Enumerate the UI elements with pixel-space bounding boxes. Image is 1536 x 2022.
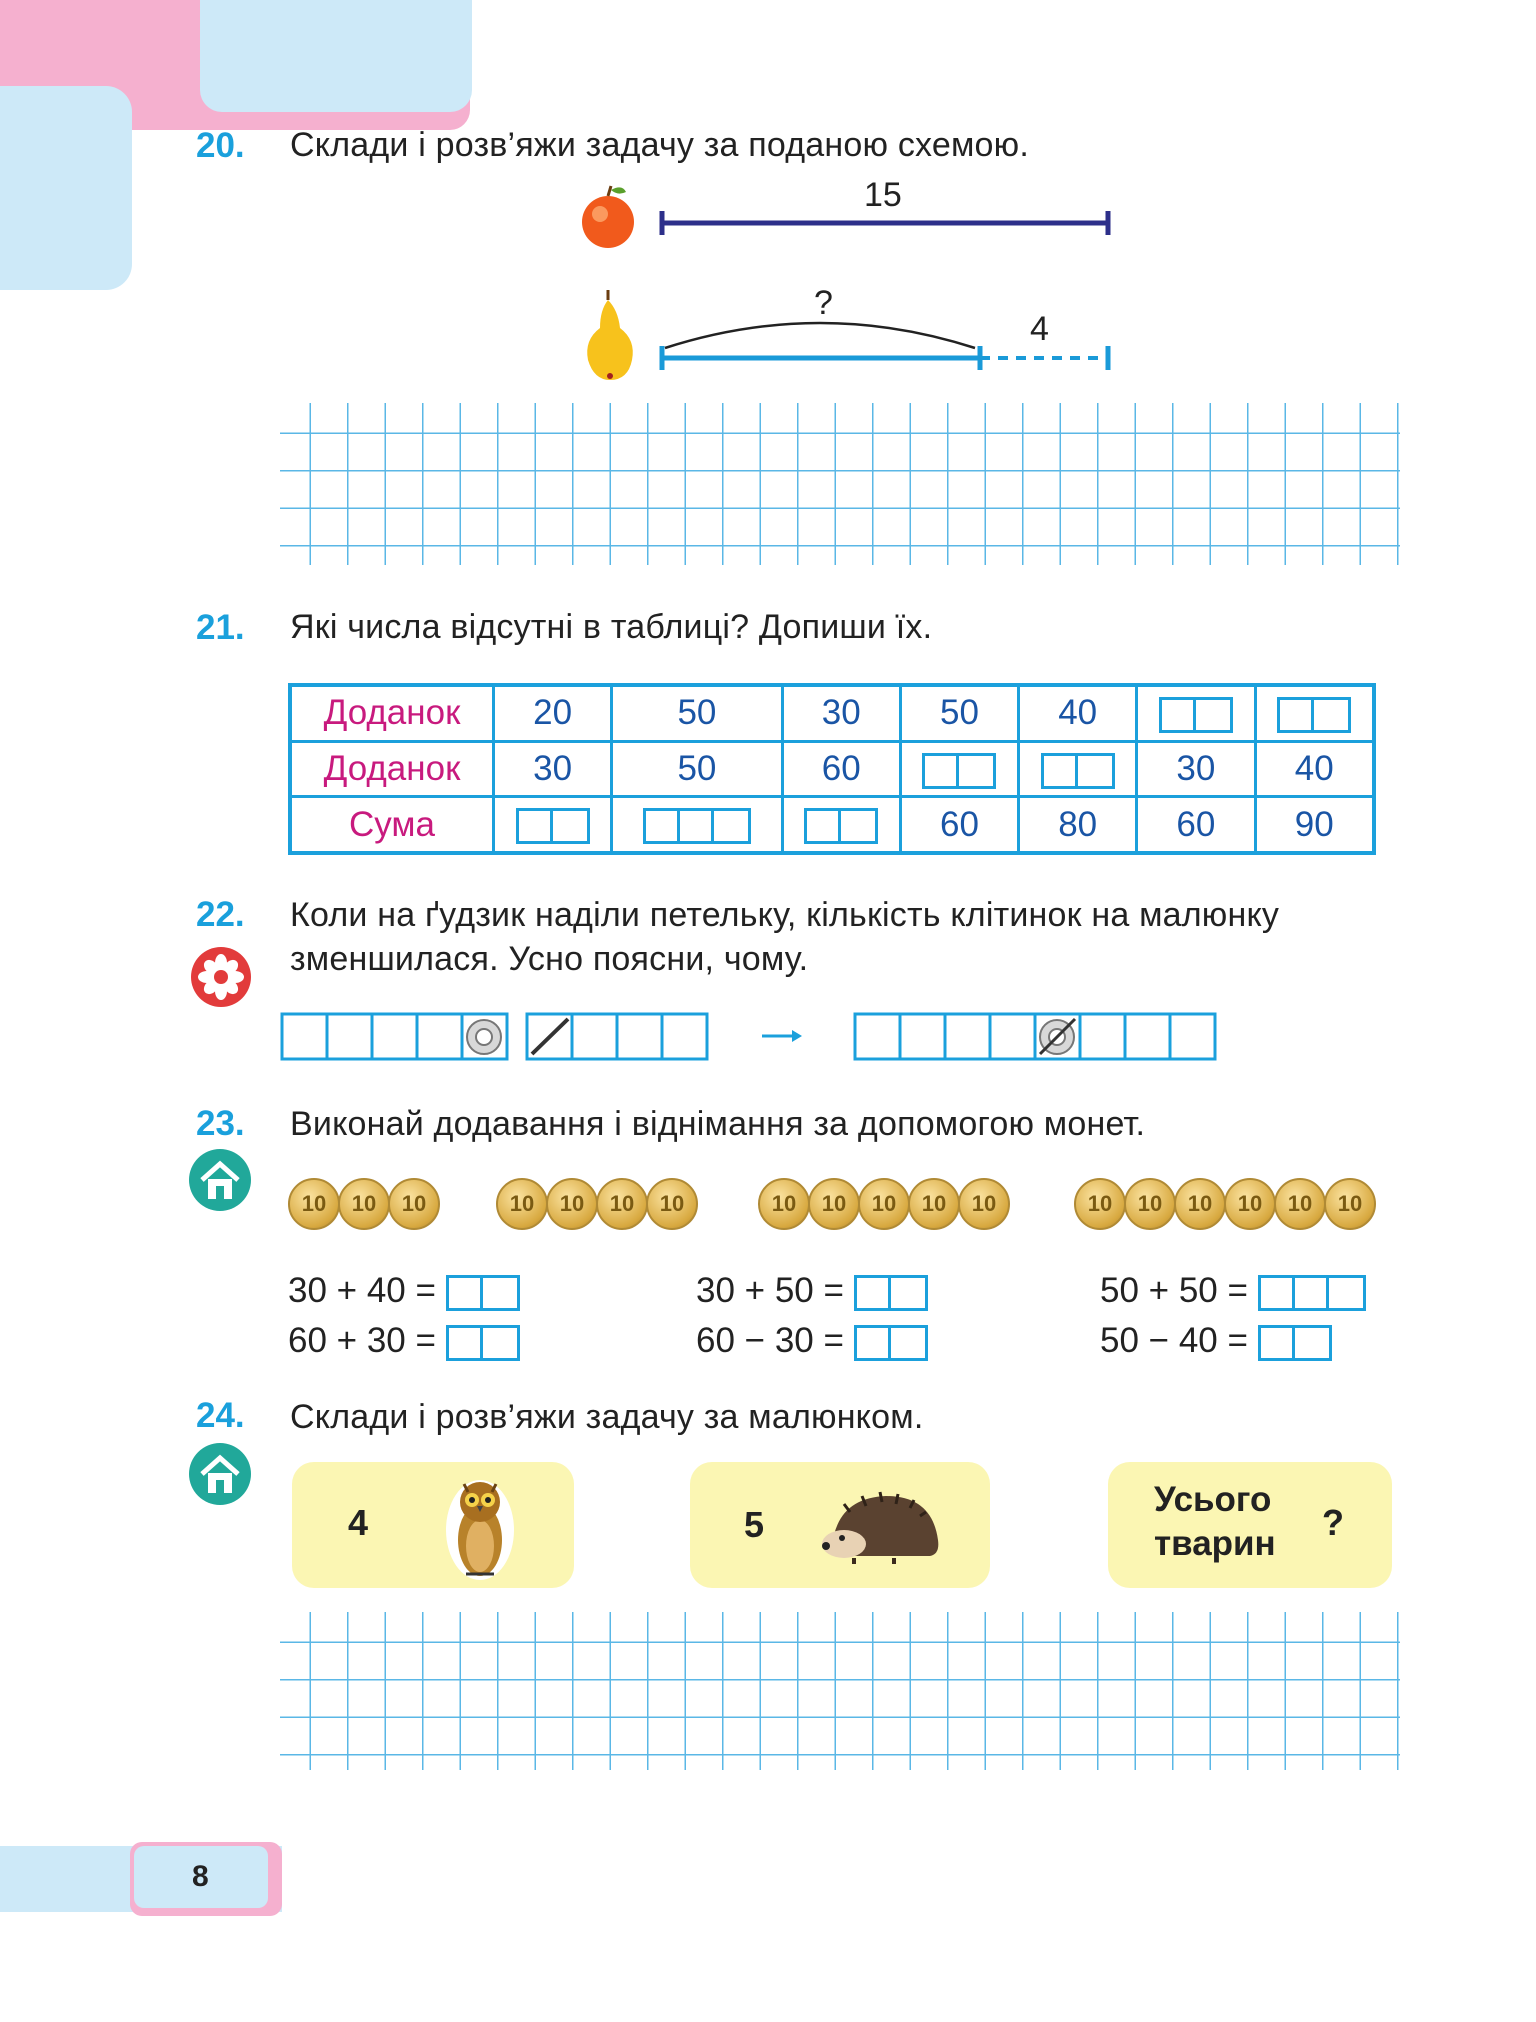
equation-text: 60 − 30 = <box>696 1321 844 1360</box>
table-cell: 50 <box>612 741 782 797</box>
table-cell: 30 <box>1137 741 1255 797</box>
table-cell: 30 <box>494 741 612 797</box>
home-icon <box>188 1148 252 1212</box>
coin-icon: 10 <box>546 1178 598 1230</box>
equation <box>696 1321 928 1361</box>
equation-text: 50 − 40 = <box>1100 1321 1248 1360</box>
total-question: ? <box>1322 1502 1344 1543</box>
equation-text: 50 + 50 = <box>1100 1271 1248 1310</box>
table-row <box>290 741 1374 797</box>
apple-icon <box>582 186 634 248</box>
coin-icon: 10 <box>1174 1178 1226 1230</box>
total-label-line1: Усього <box>1154 1480 1272 1519</box>
coin-icon: 10 <box>1274 1178 1326 1230</box>
apple-length-label: 15 <box>864 176 902 214</box>
page-number: 8 <box>192 1860 209 1893</box>
task-text: Склади і розв’яжи задачу за поданою схемою. <box>290 126 1029 164</box>
answer-box[interactable] <box>804 808 878 844</box>
task-text: Склади і розв’яжи задачу за малюнком. <box>290 1398 924 1436</box>
coin-icon: 10 <box>1224 1178 1276 1230</box>
answer-cell[interactable] <box>900 741 1018 797</box>
coin-icon: 10 <box>1324 1178 1376 1230</box>
answer-cell[interactable] <box>1255 685 1374 741</box>
coin-group-4 <box>496 1178 696 1230</box>
equation-text: 60 + 30 = <box>288 1321 436 1360</box>
coin-icon: 10 <box>496 1178 548 1230</box>
table-row <box>290 685 1374 741</box>
equation <box>1100 1271 1366 1311</box>
hedgehog-icon <box>814 1484 944 1568</box>
answer-box[interactable] <box>1041 753 1115 789</box>
answer-box[interactable] <box>516 808 590 844</box>
difference-label: 4 <box>1030 310 1049 348</box>
table-cell: 40 <box>1019 685 1137 741</box>
owl-icon <box>440 1470 520 1588</box>
equation-text: 30 + 40 = <box>288 1271 436 1310</box>
task-text: Які числа відсутні в таблиці? Допиши їх. <box>290 608 933 646</box>
equation <box>696 1271 928 1311</box>
table-cell: 30 <box>782 685 900 741</box>
answer-cell[interactable] <box>782 797 900 853</box>
pear-icon <box>587 290 633 380</box>
table-cell: 40 <box>1255 741 1374 797</box>
answer-cell[interactable] <box>1137 685 1255 741</box>
answer-box[interactable] <box>1277 697 1351 733</box>
answer-box[interactable] <box>1159 697 1233 733</box>
equation <box>1100 1321 1332 1361</box>
coin-icon: 10 <box>1074 1178 1126 1230</box>
equation <box>288 1321 520 1361</box>
total-label-line2: тварин <box>1154 1524 1276 1563</box>
coin-icon: 10 <box>758 1178 810 1230</box>
task-text: Виконай додавання і віднімання за допомогою монет. <box>290 1105 1146 1143</box>
row-label: Сума <box>290 797 494 853</box>
table-cell: 20 <box>494 685 612 741</box>
hedgehog-count: 5 <box>744 1504 765 1545</box>
task-number: 23. <box>196 1104 245 1143</box>
answer-box[interactable] <box>854 1325 928 1361</box>
answer-grid[interactable] <box>280 403 1400 565</box>
side-decoration-blue <box>0 86 132 290</box>
table-cell: 60 <box>782 741 900 797</box>
sum-table <box>288 683 1376 855</box>
task-number: 24. <box>196 1396 245 1435</box>
answer-box[interactable] <box>446 1325 520 1361</box>
flower-icon <box>190 946 252 1008</box>
pear-question-label: ? <box>814 284 833 322</box>
total-card <box>1108 1462 1392 1588</box>
coin-icon: 10 <box>858 1178 910 1230</box>
answer-box[interactable] <box>922 753 996 789</box>
coin-icon: 10 <box>1124 1178 1176 1230</box>
table-cell: 60 <box>900 797 1018 853</box>
button-loop-diagram <box>280 1010 1230 1066</box>
answer-cell[interactable] <box>494 797 612 853</box>
coin-icon: 10 <box>388 1178 440 1230</box>
coin-icon: 10 <box>288 1178 340 1230</box>
answer-grid[interactable] <box>280 1612 1400 1770</box>
answer-cell[interactable] <box>1019 741 1137 797</box>
scheme-diagram <box>570 180 1130 390</box>
table-cell: 50 <box>612 685 782 741</box>
task-text-line1: Коли на ґудзик наділи петельку, кількість клітинок на малюнку <box>290 896 1280 934</box>
coin-icon: 10 <box>646 1178 698 1230</box>
task-number: 22. <box>196 895 245 934</box>
answer-box[interactable] <box>854 1275 928 1311</box>
owl-count: 4 <box>348 1502 369 1543</box>
equation <box>288 1271 520 1311</box>
table-cell: 90 <box>1255 797 1374 853</box>
table-cell: 50 <box>900 685 1018 741</box>
coin-icon: 10 <box>908 1178 960 1230</box>
coin-icon: 10 <box>596 1178 648 1230</box>
row-label: Доданок <box>290 685 494 741</box>
coin-group-6 <box>1074 1178 1374 1230</box>
table-cell: 80 <box>1019 797 1137 853</box>
equation-text: 30 + 50 = <box>696 1271 844 1310</box>
owl-card <box>292 1462 574 1588</box>
answer-box[interactable] <box>1258 1275 1366 1311</box>
task-number: 21. <box>196 608 245 647</box>
coin-icon: 10 <box>808 1178 860 1230</box>
table-row <box>290 797 1374 853</box>
answer-cell[interactable] <box>612 797 782 853</box>
coin-group-5 <box>758 1178 1008 1230</box>
row-label: Доданок <box>290 741 494 797</box>
task-number: 20. <box>196 126 245 165</box>
coin-icon: 10 <box>338 1178 390 1230</box>
answer-box[interactable] <box>643 808 751 844</box>
task-text-line2: зменшилася. Усно поясни, чому. <box>290 940 809 978</box>
corner-decoration-blue <box>200 0 472 112</box>
table-cell: 60 <box>1137 797 1255 853</box>
coin-icon: 10 <box>958 1178 1010 1230</box>
coin-group-3 <box>288 1178 438 1230</box>
answer-box[interactable] <box>1258 1325 1332 1361</box>
hedgehog-card <box>690 1462 990 1588</box>
answer-box[interactable] <box>446 1275 520 1311</box>
home-icon <box>188 1442 252 1506</box>
